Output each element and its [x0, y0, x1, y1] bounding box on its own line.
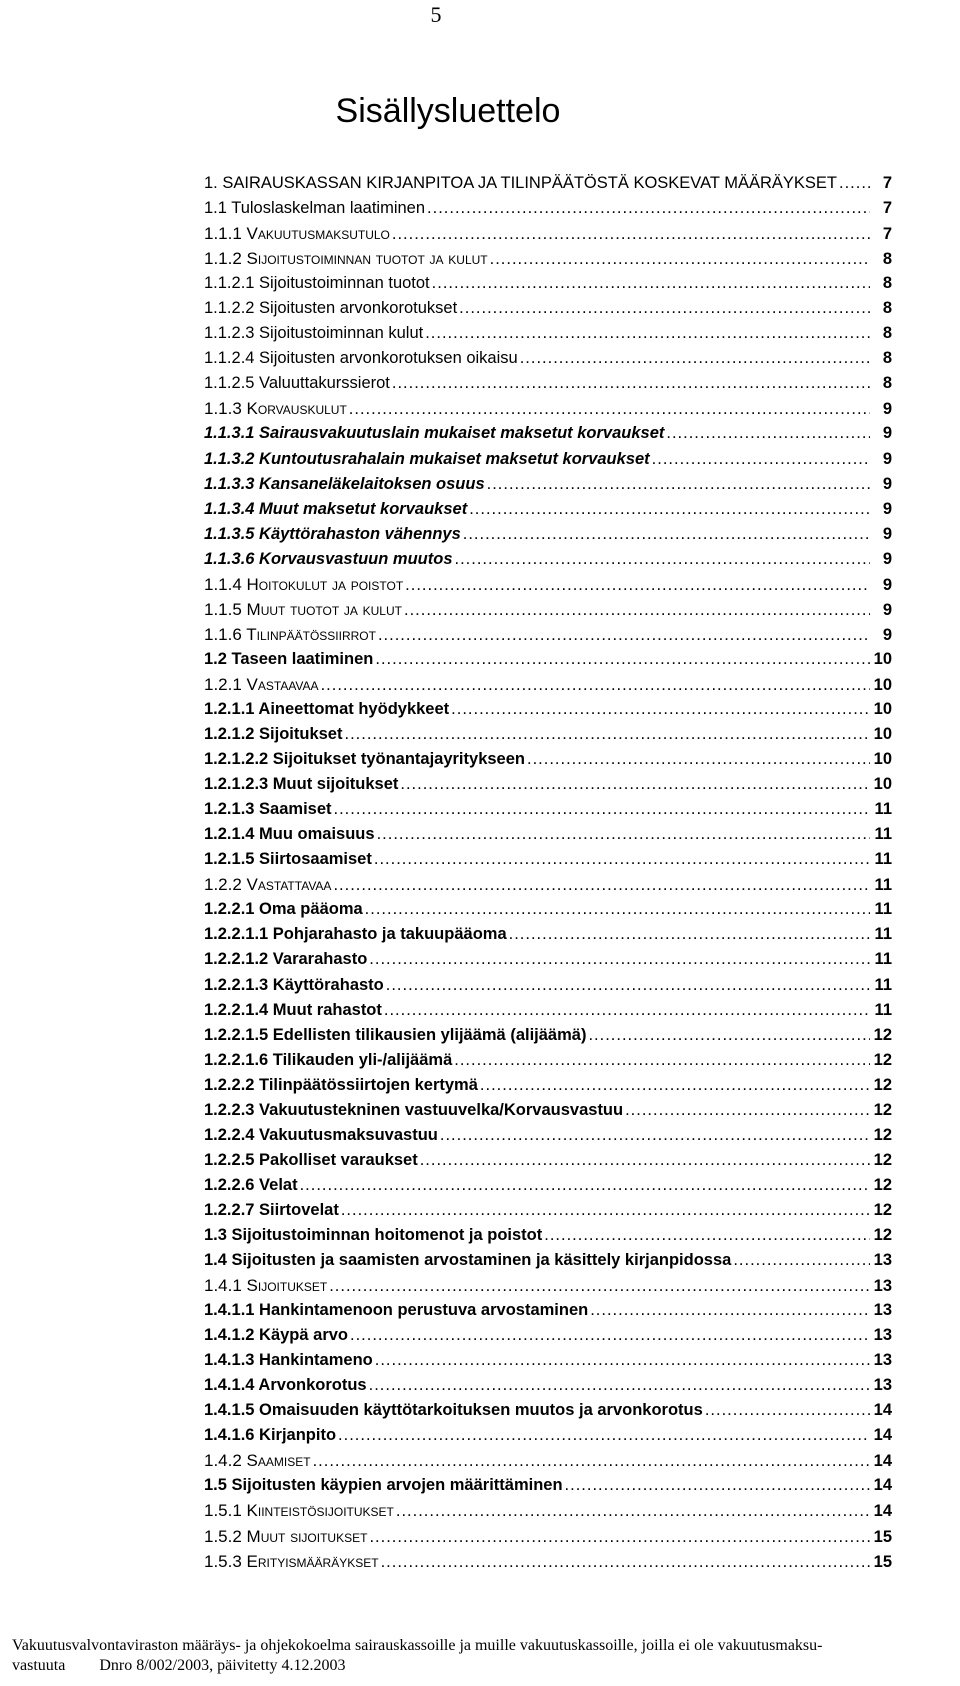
toc-dot-leader — [374, 850, 870, 869]
toc-entry-page: 10 — [873, 649, 892, 668]
page-number: 5 — [430, 2, 442, 27]
toc-entry-label: 1.1.3.6 Korvausvastuun muutos — [204, 549, 453, 568]
toc-entry[interactable] — [204, 1401, 892, 1426]
toc-dot-leader — [392, 374, 870, 393]
toc-entry-label: 1.2.2.3 Vakuutustekninen vastuuvelka/Korvausvastuu — [204, 1100, 624, 1119]
toc-dot-leader — [375, 1351, 870, 1370]
toc-entry[interactable] — [204, 1201, 892, 1226]
toc-entry[interactable] — [204, 1376, 892, 1401]
toc-entry-label: 1.2.2.7 Siirtovelat — [204, 1200, 339, 1219]
toc-entry-label: 1.2.2.1.4 Muut rahastot — [204, 1000, 382, 1019]
toc-dot-leader — [365, 900, 870, 919]
toc-entry[interactable] — [204, 1001, 892, 1026]
toc-entry-label: 1.2.1.3 Saamiset — [204, 800, 332, 819]
toc-dot-leader — [455, 550, 871, 569]
toc-entry[interactable] — [204, 625, 892, 650]
toc-entry-label: 1.5 Sijoitusten käypien arvojen määrittäminen — [204, 1476, 563, 1495]
toc-entry-page: 11 — [874, 876, 892, 895]
toc-dot-leader — [420, 1151, 870, 1170]
toc-entry[interactable] — [204, 1076, 892, 1101]
toc-entry[interactable] — [204, 1051, 892, 1076]
table-of-contents — [204, 174, 892, 1577]
toc-entry[interactable] — [204, 1351, 892, 1376]
toc-entry-page: 7 — [882, 199, 892, 218]
toc-entry-page: 9 — [882, 600, 892, 619]
toc-entry-page: 15 — [873, 1552, 892, 1571]
toc-entry-page: 14 — [873, 1401, 892, 1420]
toc-entry-page: 11 — [874, 1000, 892, 1019]
toc-entry-page: 13 — [873, 1326, 892, 1345]
toc-entry[interactable] — [204, 900, 892, 925]
toc-entry-label: 1.5.3 Erityismääräykset — [204, 1551, 379, 1571]
page-title: Sisällysluettelo — [335, 92, 561, 130]
toc-entry-page: 11 — [874, 850, 892, 869]
toc-entry-page: 9 — [882, 400, 892, 419]
toc-entry[interactable] — [204, 850, 892, 875]
toc-entry-page: 13 — [873, 1351, 892, 1370]
toc-dot-leader — [334, 800, 870, 819]
toc-dot-leader — [375, 650, 870, 669]
toc-entry-label: 1.2 Taseen laatiminen — [204, 649, 374, 668]
toc-entry[interactable] — [204, 1251, 892, 1276]
toc-dot-leader — [625, 1101, 870, 1120]
toc-entry-page: 9 — [882, 449, 892, 468]
toc-dot-leader — [386, 976, 870, 995]
toc-entry-label: 1.1.2 Sijoitustoiminnan tuotot ja kulut — [204, 249, 488, 269]
toc-entry-label: 1.2.2.2 Tilinpäätössiirtojen kertymä — [204, 1075, 478, 1094]
toc-dot-leader — [369, 950, 870, 969]
toc-entry-page: 11 — [874, 900, 892, 919]
toc-entry-page: 11 — [874, 800, 892, 819]
toc-entry-label: 1.1.3.5 Käyttörahaston vähennys — [204, 524, 461, 543]
toc-dot-leader — [425, 324, 870, 343]
toc-entry[interactable] — [204, 950, 892, 975]
toc-entry-page: 7 — [882, 174, 892, 192]
toc-dot-leader — [454, 1051, 870, 1070]
toc-entry-page: 11 — [874, 975, 892, 994]
toc-entry-page: 10 — [873, 775, 892, 794]
toc-entry[interactable] — [204, 800, 892, 825]
toc-entry[interactable] — [204, 1126, 892, 1151]
toc-entry-label: 1.2.2 Vastattavaa — [204, 875, 332, 895]
toc-entry[interactable] — [204, 399, 892, 424]
toc-entry[interactable] — [204, 450, 892, 475]
toc-entry[interactable] — [204, 976, 892, 1001]
toc-entry-label: 1.4 Sijoitusten ja saamisten arvostaminen ja käsittely kirjanpidossa — [204, 1251, 732, 1270]
toc-entry-label: 1.2.2.1.1 Pohjarahasto ja takuupääoma — [204, 925, 507, 944]
toc-entry[interactable] — [204, 299, 892, 324]
toc-entry-label: 1.2.1.2.3 Muut sijoitukset — [204, 775, 399, 794]
toc-entry-label: 1.4.1.3 Hankintameno — [204, 1351, 373, 1370]
toc-entry-label: 1.2.2.1.2 Vararahasto — [204, 950, 368, 969]
toc-dot-leader — [509, 925, 870, 944]
toc-entry-page: 13 — [873, 1376, 892, 1395]
toc-entry-label: 1.5.2 Muut sijoitukset — [204, 1526, 368, 1546]
toc-entry[interactable] — [204, 1151, 892, 1176]
toc-entry[interactable] — [204, 1326, 892, 1351]
footer-text-b: Dnro 8/002/2003, päivitetty 4.12.2003 — [99, 1657, 346, 1674]
toc-dot-leader — [463, 525, 870, 544]
toc-entry-label: 1.1.2.2 Sijoitusten arvonkorotukset — [204, 299, 458, 318]
toc-entry[interactable] — [204, 675, 892, 700]
toc-entry-label: 1.2.1.5 Siirtosaamiset — [204, 850, 372, 869]
toc-dot-leader — [369, 1528, 870, 1547]
toc-entry[interactable] — [204, 1552, 892, 1577]
toc-entry[interactable] — [204, 825, 892, 850]
toc-dot-leader — [392, 225, 870, 244]
toc-entry-label: 1.1 Tuloslaskelman laatiminen — [204, 199, 426, 218]
toc-entry[interactable] — [204, 424, 892, 449]
toc-entry-page: 13 — [873, 1301, 892, 1320]
toc-entry-label: 1.5.1 Kiinteistösijoitukset — [204, 1501, 394, 1521]
toc-entry-label: 1.3 Sijoitustoiminnan hoitomenot ja poistot — [204, 1225, 543, 1244]
toc-dot-leader — [313, 1452, 870, 1471]
toc-entry-label: 1.2.1.2 Sijoitukset — [204, 725, 343, 744]
toc-entry-page: 9 — [882, 499, 892, 518]
toc-entry-label: 1.1.1 Vakuutusmaksutulo — [204, 224, 390, 244]
toc-entry-page: 8 — [882, 324, 892, 343]
toc-entry[interactable] — [204, 199, 892, 224]
toc-entry-label: 1.2.1.2.2 Sijoitukset työnantajayritykseen — [204, 750, 525, 769]
toc-entry-page: 9 — [882, 575, 892, 594]
toc-entry[interactable] — [204, 224, 892, 249]
toc-entry-page: 10 — [873, 725, 892, 744]
toc-dot-leader — [333, 876, 870, 895]
toc-dot-leader — [705, 1401, 870, 1420]
toc-dot-leader — [459, 299, 870, 318]
toc-entry-label: 1.1.4 Hoitokulut ja poistot — [204, 574, 404, 594]
toc-entry-page: 9 — [882, 625, 892, 644]
toc-entry[interactable] — [204, 1426, 892, 1451]
toc-dot-leader — [350, 1326, 870, 1345]
toc-entry-page: 8 — [882, 250, 892, 269]
toc-entry-page: 14 — [873, 1452, 892, 1471]
toc-entry-label: 1.4.1 Sijoitukset — [204, 1276, 328, 1296]
toc-entry[interactable] — [204, 1301, 892, 1326]
toc-entry-label: 1.1.6 Tilinpäätössiirrot — [204, 624, 376, 644]
toc-entry-label: 1.4.1.4 Arvonkorotus — [204, 1376, 367, 1395]
toc-dot-leader — [480, 1076, 870, 1095]
toc-entry-page: 11 — [874, 925, 892, 944]
toc-entry-page: 14 — [873, 1426, 892, 1445]
toc-entry-label: 1. SAIRAUSKASSAN KIRJANPITOA JA TILINPÄÄTÖSTÄ KOSKEVAT MÄÄRÄYKSET — [204, 174, 838, 192]
toc-entry[interactable] — [204, 1451, 892, 1476]
toc-entry-label: 1.1.5 Muut tuotot ja kulut — [204, 599, 402, 619]
toc-entry-label: 1.1.3.3 Kansaneläkelaitoksen osuus — [204, 474, 485, 493]
page-footer — [12, 1636, 952, 1676]
toc-dot-leader — [839, 174, 870, 193]
toc-entry-page: 13 — [873, 1277, 892, 1296]
toc-entry[interactable] — [204, 550, 892, 575]
toc-entry-page: 13 — [873, 1251, 892, 1270]
toc-entry-label: 1.1.3.4 Muut maksetut korvaukset — [204, 499, 468, 518]
toc-dot-leader — [733, 1251, 870, 1270]
toc-dot-leader — [384, 1001, 870, 1020]
toc-entry-page: 14 — [873, 1502, 892, 1521]
toc-dot-leader — [381, 1553, 870, 1572]
toc-entry[interactable] — [204, 750, 892, 775]
toc-entry-label: 1.1.3.1 Sairausvakuutuslain mukaiset maksetut korvaukset — [204, 424, 665, 443]
toc-entry-page: 10 — [873, 699, 892, 718]
toc-dot-leader — [427, 199, 870, 218]
toc-entry-label: 1.2.2.5 Pakolliset varaukset — [204, 1150, 418, 1169]
toc-entry[interactable] — [204, 1101, 892, 1126]
toc-entry[interactable] — [204, 1276, 892, 1301]
toc-entry-page: 8 — [882, 274, 892, 293]
toc-entry-page: 8 — [882, 374, 892, 393]
toc-dot-leader — [588, 1026, 870, 1045]
toc-dot-leader — [378, 626, 870, 645]
toc-entry-page: 9 — [882, 474, 892, 493]
toc-entry-page: 12 — [873, 1225, 892, 1244]
toc-entry-page: 14 — [873, 1476, 892, 1495]
toc-entry-page: 12 — [873, 1050, 892, 1069]
toc-entry-label: 1.2.2.1.5 Edellisten tilikausien ylijäämä (alijäämä) — [204, 1025, 587, 1044]
toc-entry-page: 11 — [874, 825, 892, 844]
toc-entry-page: 7 — [882, 225, 892, 244]
toc-dot-leader — [527, 750, 870, 769]
toc-entry-label: 1.4.1.1 Hankintamenoon perustuva arvostaminen — [204, 1301, 589, 1320]
toc-entry[interactable] — [204, 650, 892, 675]
toc-dot-leader — [341, 1201, 870, 1220]
toc-entry-page: 9 — [882, 549, 892, 568]
toc-dot-leader — [396, 1502, 870, 1521]
toc-entry-label: 1.2.2.6 Velat — [204, 1175, 298, 1194]
toc-entry-label: 1.2.1.4 Muu omaisuus — [204, 825, 375, 844]
toc-dot-leader — [590, 1301, 870, 1320]
toc-entry-page: 12 — [873, 1075, 892, 1094]
footer-text-a: vastuuta — [12, 1657, 66, 1674]
toc-entry-label: 1.2.1 Vastaavaa — [204, 674, 319, 694]
toc-dot-leader — [369, 1376, 870, 1395]
toc-entry-page: 15 — [873, 1527, 892, 1546]
toc-dot-leader — [451, 700, 870, 719]
toc-entry[interactable] — [204, 925, 892, 950]
toc-entry[interactable] — [204, 575, 892, 600]
toc-dot-leader — [440, 1126, 870, 1145]
toc-dot-leader — [400, 775, 870, 794]
toc-entry-page: 12 — [873, 1175, 892, 1194]
toc-dot-leader — [469, 500, 870, 519]
toc-entry-page: 9 — [882, 424, 892, 443]
toc-entry[interactable] — [204, 1176, 892, 1201]
toc-entry[interactable] — [204, 525, 892, 550]
toc-entry[interactable] — [204, 600, 892, 625]
toc-entry-label: 1.1.2.4 Sijoitusten arvonkorotuksen oikaisu — [204, 349, 518, 368]
toc-dot-leader — [349, 400, 870, 419]
toc-entry[interactable] — [204, 374, 892, 399]
toc-entry[interactable] — [204, 500, 892, 525]
toc-entry[interactable] — [204, 1226, 892, 1251]
toc-entry-label: 1.4.2 Saamiset — [204, 1451, 311, 1471]
footer-line-1: Vakuutusvalvontaviraston määräys- ja ohjekokoelma sairauskassoille ja muille vakuutuskassoille, joilla ei ole vakuutusmaksu- — [12, 1637, 823, 1654]
toc-entry[interactable] — [204, 700, 892, 725]
toc-dot-leader — [432, 274, 870, 293]
toc-entry[interactable] — [204, 725, 892, 750]
toc-dot-leader — [338, 1426, 870, 1445]
toc-entry-page: 12 — [873, 1100, 892, 1119]
toc-entry-label: 1.4.1.2 Käypä arvo — [204, 1326, 349, 1345]
toc-entry[interactable] — [204, 1476, 892, 1501]
toc-dot-leader — [300, 1176, 870, 1195]
toc-entry-label: 1.2.1.1 Aineettomat hyödykkeet — [204, 699, 450, 718]
toc-entry[interactable] — [204, 1501, 892, 1526]
toc-entry[interactable] — [204, 875, 892, 900]
toc-dot-leader — [652, 450, 870, 469]
toc-entry-page: 8 — [882, 349, 892, 368]
toc-entry-label: 1.1.2.1 Sijoitustoiminnan tuotot — [204, 274, 430, 293]
toc-entry-page: 9 — [882, 524, 892, 543]
toc-dot-leader — [405, 576, 870, 595]
toc-dot-leader — [490, 250, 870, 269]
toc-entry-page: 12 — [873, 1025, 892, 1044]
toc-entry-label: 1.1.3 Korvauskulut — [204, 399, 347, 419]
toc-entry-label: 1.2.2.1.6 Tilikauden yli-/alijäämä — [204, 1050, 453, 1069]
toc-entry-page: 10 — [873, 675, 892, 694]
toc-dot-leader — [666, 424, 870, 443]
toc-dot-leader — [520, 349, 870, 368]
toc-entry-label: 1.4.1.6 Kirjanpito — [204, 1426, 337, 1445]
footer-line-2 — [12, 1656, 952, 1676]
toc-dot-leader — [544, 1226, 870, 1245]
toc-entry[interactable] — [204, 174, 892, 199]
toc-entry-page: 12 — [873, 1150, 892, 1169]
toc-entry-page: 10 — [873, 750, 892, 769]
toc-entry-page: 12 — [873, 1125, 892, 1144]
toc-dot-leader — [404, 601, 870, 620]
toc-entry-label: 1.1.2.3 Sijoitustoiminnan kulut — [204, 324, 424, 343]
toc-entry[interactable] — [204, 1527, 892, 1552]
toc-entry-label: 1.4.1.5 Omaisuuden käyttötarkoituksen muutos ja arvonkorotus — [204, 1401, 703, 1420]
toc-entry-page: 11 — [874, 950, 892, 969]
toc-dot-leader — [377, 825, 870, 844]
toc-entry[interactable] — [204, 274, 892, 299]
toc-entry-label: 1.1.2.5 Valuuttakurssierot — [204, 374, 390, 393]
toc-entry-label: 1.2.2.1.3 Käyttörahasto — [204, 975, 384, 994]
toc-dot-leader — [329, 1277, 870, 1296]
toc-entry-label: 1.2.2.1 Oma pääoma — [204, 900, 363, 919]
toc-entry[interactable] — [204, 1026, 892, 1051]
toc-entry[interactable] — [204, 249, 892, 274]
toc-entry-page: 8 — [882, 299, 892, 318]
toc-entry-label: 1.2.2.4 Vakuutusmaksuvastuu — [204, 1125, 438, 1144]
toc-entry[interactable] — [204, 324, 892, 349]
toc-dot-leader — [565, 1476, 870, 1495]
toc-entry[interactable] — [204, 475, 892, 500]
toc-entry[interactable] — [204, 349, 892, 374]
toc-dot-leader — [321, 676, 870, 695]
toc-dot-leader — [487, 475, 870, 494]
toc-entry[interactable] — [204, 775, 892, 800]
toc-dot-leader — [344, 725, 870, 744]
toc-entry-label: 1.1.3.2 Kuntoutusrahalain mukaiset maksetut korvaukset — [204, 449, 650, 468]
toc-entry-page: 12 — [873, 1200, 892, 1219]
